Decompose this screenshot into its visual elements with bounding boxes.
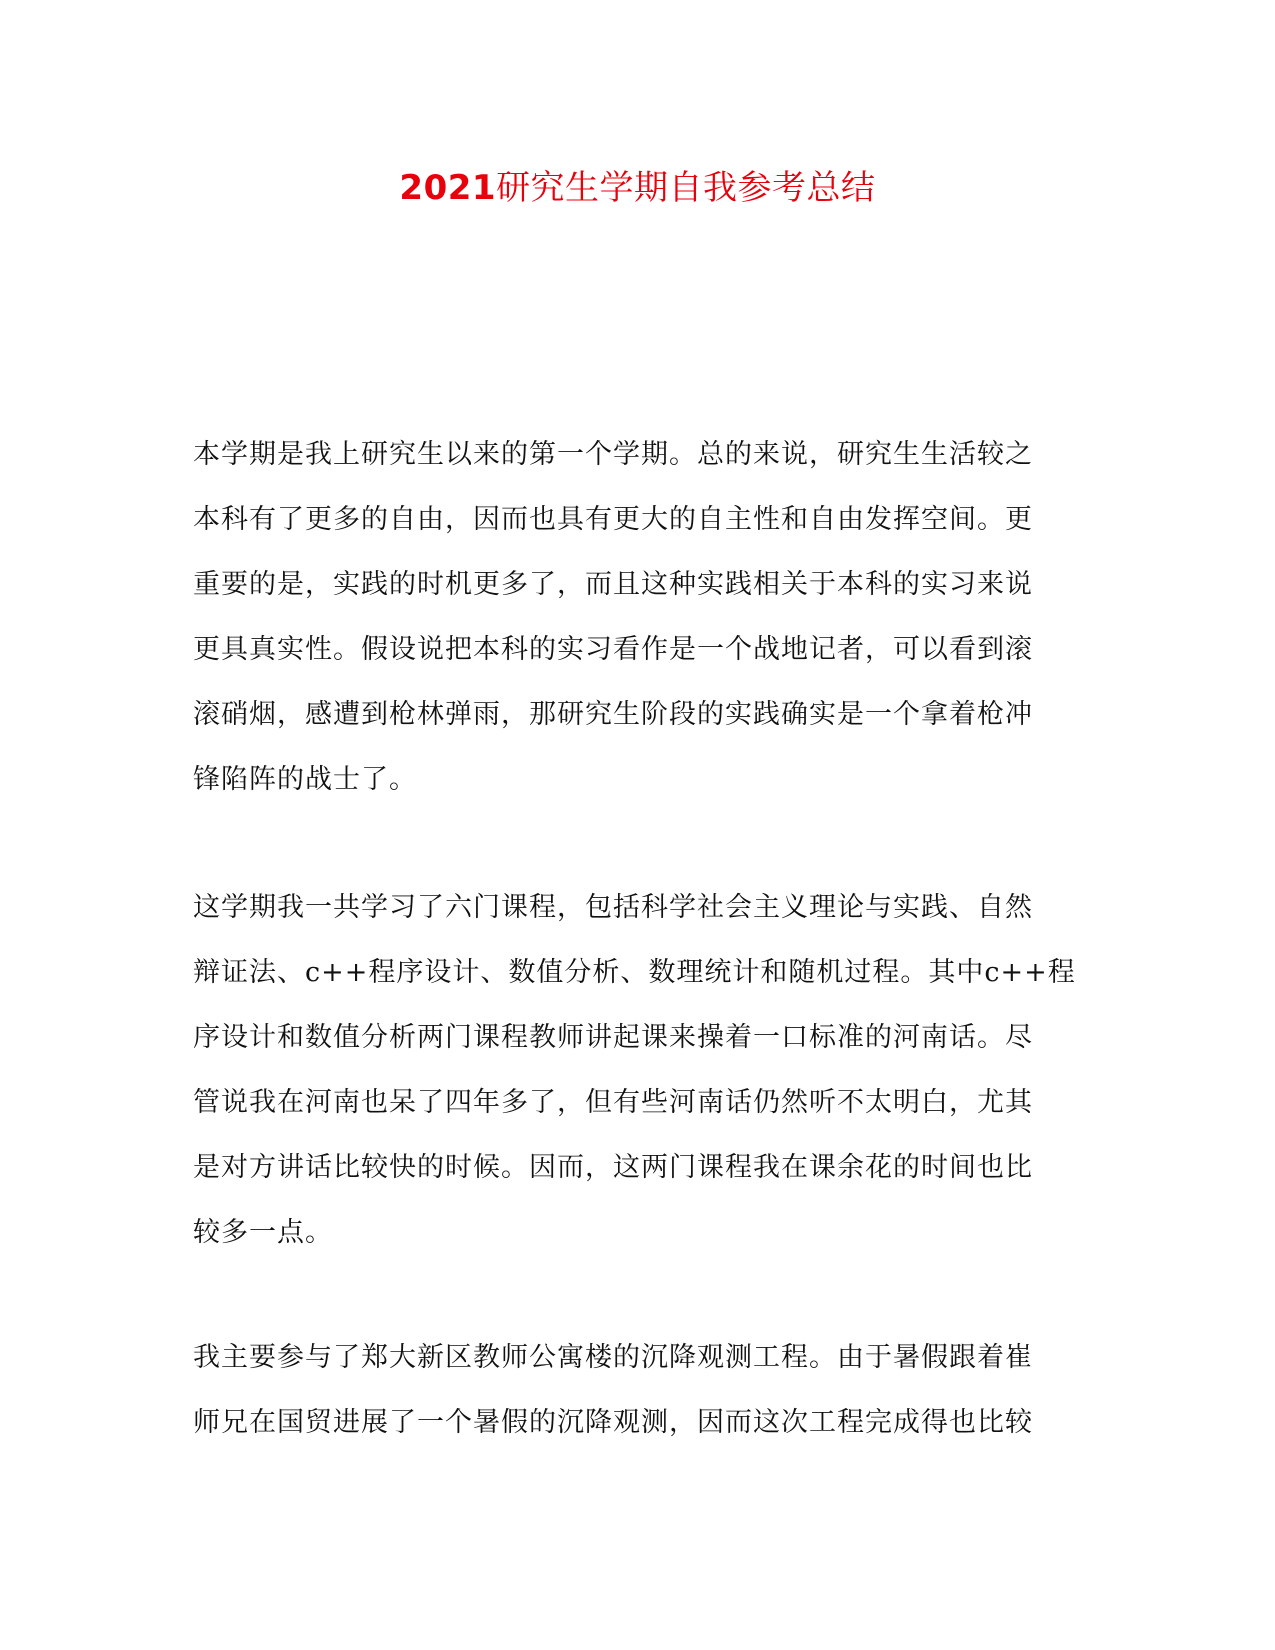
paragraph-1 xyxy=(193,422,1073,812)
paragraph-line: 更具真实性。假设说把本科的实习看作是一个战地记者，可以看到滚 xyxy=(193,634,1033,665)
paragraph-3 xyxy=(193,1325,1073,1455)
paragraph-line: 较多一点。 xyxy=(193,1217,333,1248)
paragraph-line: 是对方讲话比较快的时候。因而，这两门课程我在课余花的时间也比 xyxy=(193,1152,1033,1183)
document-title xyxy=(0,165,1275,211)
paragraph-line: 我主要参与了郑大新区教师公寓楼的沉降观测工程。由于暑假跟着崔 xyxy=(193,1342,1033,1373)
paragraph-line: 滚硝烟，感遭到枪林弹雨，那研究生阶段的实践确实是一个拿着枪冲 xyxy=(193,699,1033,730)
paragraph-line: 本学期是我上研究生以来的第一个学期。总的来说，研究生生活较之 xyxy=(193,439,1033,470)
paragraph-line: 辩证法、c++程序设计、数值分析、数理统计和随机过程。其中c++程 xyxy=(193,957,1076,988)
paragraph-line: 本科有了更多的自由，因而也具有更大的自主性和自由发挥空间。更 xyxy=(193,504,1033,535)
paragraph-line: 管说我在河南也呆了四年多了，但有些河南话仍然听不太明白，尤其 xyxy=(193,1087,1033,1118)
paragraph-line: 师兄在国贸进展了一个暑假的沉降观测，因而这次工程完成得也比较 xyxy=(193,1407,1033,1438)
title-year: 2021 xyxy=(399,168,497,208)
paragraph-2 xyxy=(193,875,1076,1265)
title-text: 研究生学期自我参考总结 xyxy=(496,168,876,208)
paragraph-line: 锋陷阵的战士了。 xyxy=(193,764,417,795)
paragraph-line: 序设计和数值分析两门课程教师讲起课来操着一口标准的河南话。尽 xyxy=(193,1022,1033,1053)
paragraph-line: 重要的是，实践的时机更多了，而且这种实践相关于本科的实习来说 xyxy=(193,569,1033,600)
paragraph-line: 这学期我一共学习了六门课程，包括科学社会主义理论与实践、自然 xyxy=(193,892,1033,923)
